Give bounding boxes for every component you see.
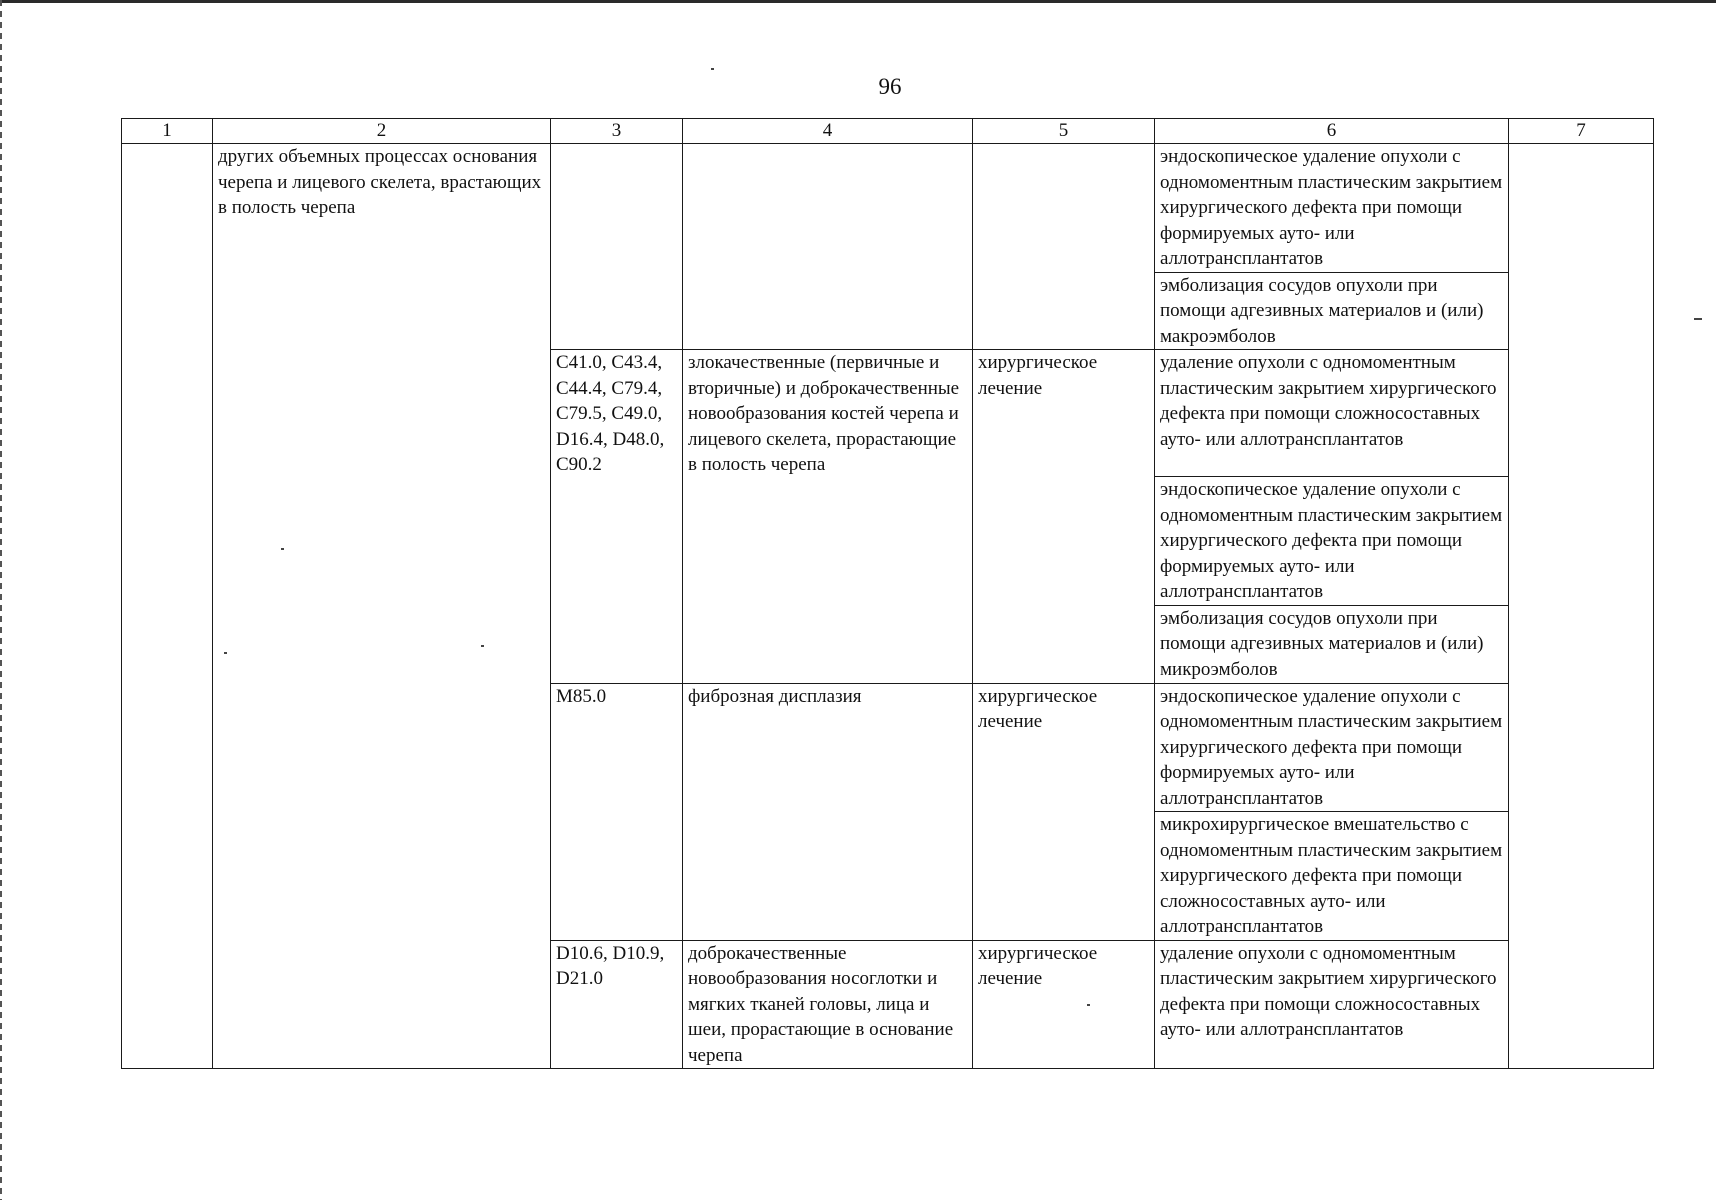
condition-cell: [683, 144, 973, 350]
diagnosis-code-cell: [551, 144, 683, 350]
procedures-table: [121, 118, 1654, 1069]
method-cell: удаление опухоли с одномоментным пластическим закрытием хирургического дефекта при помощи сложносоставных ауто- или аллотрансплантатов: [1155, 350, 1509, 477]
table-row: [122, 144, 1654, 273]
diagnosis-code-cell: C41.0, C43.4, C44.4, C79.4, C79.5, C49.0, D16.4, D48.0, C90.2: [551, 350, 683, 684]
col1-cell: [122, 144, 213, 1069]
condition-cell: доброкачественные новообразования носоглотки и мягких тканей головы, лица и шеи, прорастающие в основание черепа: [683, 940, 973, 1069]
treatment-cell: хирургическое лечение: [973, 940, 1155, 1069]
method-cell: эндоскопическое удаление опухоли с одномоментным пластическим закрытием хирургического дефекта при помощи формируемых ауто- или аллотрансплантатов: [1155, 144, 1509, 273]
column-header: 5: [973, 119, 1155, 144]
scan-edge-top: [0, 0, 1716, 3]
column-header: 4: [683, 119, 973, 144]
column-header: 6: [1155, 119, 1509, 144]
scan-edge-left: [0, 0, 2, 1200]
method-cell: микрохирургическое вмешательство с одномоментным пластическим закрытием хирургического дефекта при помощи сложносоставных ауто- или аллотрансплантатов: [1155, 812, 1509, 941]
diagnosis-code-cell: D10.6, D10.9, D21.0: [551, 940, 683, 1069]
column-header: 3: [551, 119, 683, 144]
method-cell: эндоскопическое удаление опухоли с одномоментным пластическим закрытием хирургического дефекта при помощи формируемых ауто- или аллотрансплантатов: [1155, 477, 1509, 606]
disease-group-cell: других объемных процессах основания черепа и лицевого скелета, врастающих в полость черепа: [213, 144, 551, 1069]
condition-cell: фиброзная дисплазия: [683, 683, 973, 940]
method-cell: эмболизация сосудов опухоли при помощи адгезивных материалов и (или) микроэмболов: [1155, 605, 1509, 683]
scan-speck: [1694, 318, 1702, 320]
column-header: 2: [213, 119, 551, 144]
treatment-cell: хирургическое лечение: [973, 350, 1155, 684]
diagnosis-code-cell: M85.0: [551, 683, 683, 940]
col7-cell: [1509, 144, 1654, 1069]
column-header: 7: [1509, 119, 1654, 144]
scan-speck: [711, 68, 714, 70]
method-cell: удаление опухоли с одномоментным пластическим закрытием хирургического дефекта при помощи сложносоставных ауто- или аллотрансплантатов: [1155, 940, 1509, 1069]
method-cell: эмболизация сосудов опухоли при помощи адгезивных материалов и (или) макроэмболов: [1155, 272, 1509, 350]
treatment-cell: [973, 144, 1155, 350]
method-cell: эндоскопическое удаление опухоли с одномоментным пластическим закрытием хирургического дефекта при помощи формируемых ауто- или аллотрансплантатов: [1155, 683, 1509, 812]
condition-cell: злокачественные (первичные и вторичные) и доброкачественные новообразования костей черепа и лицевого скелета, прорастающие в полость черепа: [683, 350, 973, 684]
treatment-cell: хирургическое лечение: [973, 683, 1155, 940]
page-number: 96: [878, 74, 902, 99]
column-header: 1: [122, 119, 213, 144]
header-row: [122, 119, 1654, 144]
